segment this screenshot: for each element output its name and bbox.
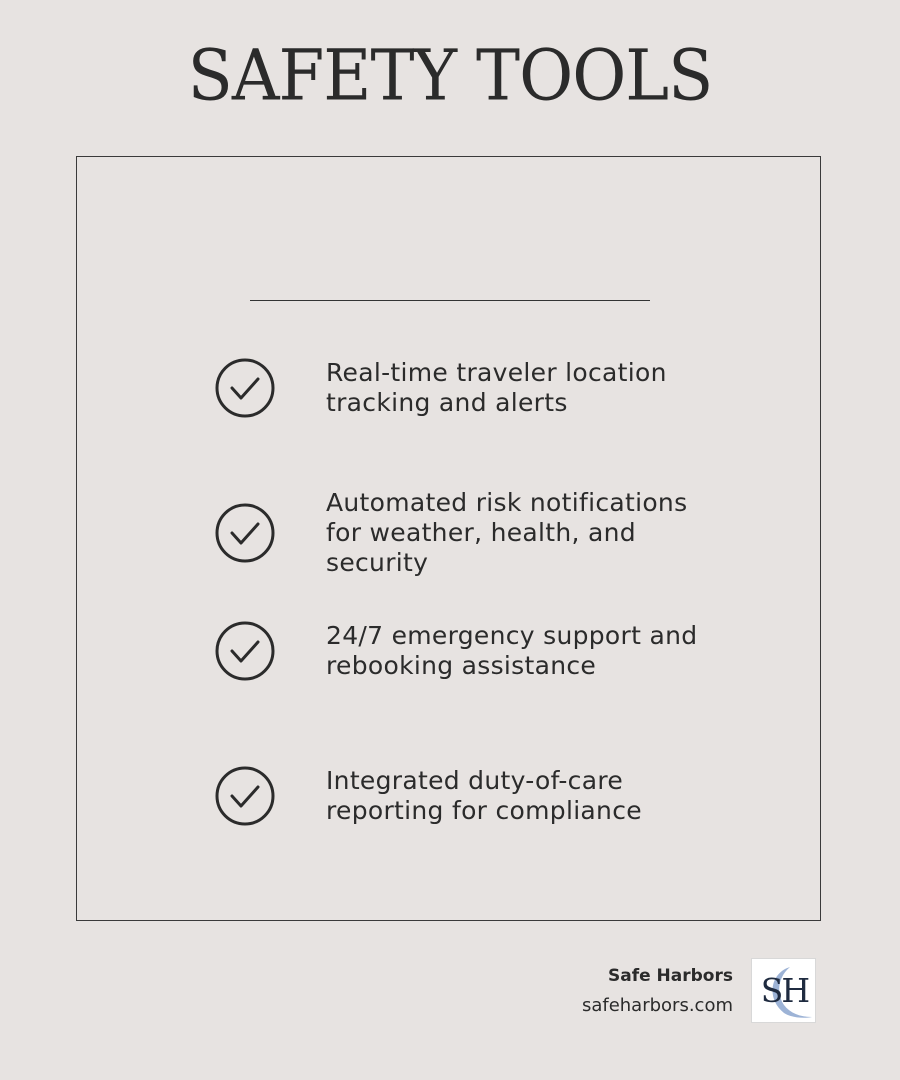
feature-item-risk-notifications [214, 488, 774, 578]
company-logo [751, 958, 816, 1023]
divider-line [250, 300, 650, 301]
feature-text-line: for weather, health, and [326, 518, 636, 547]
feature-text-line: security [326, 548, 429, 577]
footer-brand [582, 963, 733, 1023]
feature-text-line: Automated risk notifications [326, 488, 688, 517]
feature-item-duty-of-care [214, 765, 774, 827]
feature-text-line: Integrated duty-of-care [326, 766, 624, 795]
feature-text-line: reporting for compliance [326, 796, 642, 825]
feature-text-line: rebooking assistance [326, 651, 597, 680]
feature-text [326, 358, 667, 418]
feature-text [326, 766, 642, 826]
feature-item-location-tracking [214, 357, 774, 419]
feature-text [326, 621, 697, 681]
check-circle-icon [214, 765, 276, 827]
feature-text-line: Real-time traveler location [326, 358, 667, 387]
company-name: Safe Harbors [608, 966, 733, 986]
feature-item-emergency-support [214, 620, 774, 682]
page-title: SAFETY TOOLS [187, 34, 713, 117]
feature-text [326, 488, 687, 578]
feature-text-line: tracking and alerts [326, 388, 568, 417]
logo-monogram: SH [760, 971, 809, 1010]
check-circle-icon [214, 357, 276, 419]
feature-text-line: 24/7 emergency support and [326, 621, 698, 650]
check-circle-icon [214, 502, 276, 564]
feature-card [76, 156, 821, 921]
check-circle-icon [214, 620, 276, 682]
website-link[interactable]: safeharbors.com [581, 995, 733, 1016]
